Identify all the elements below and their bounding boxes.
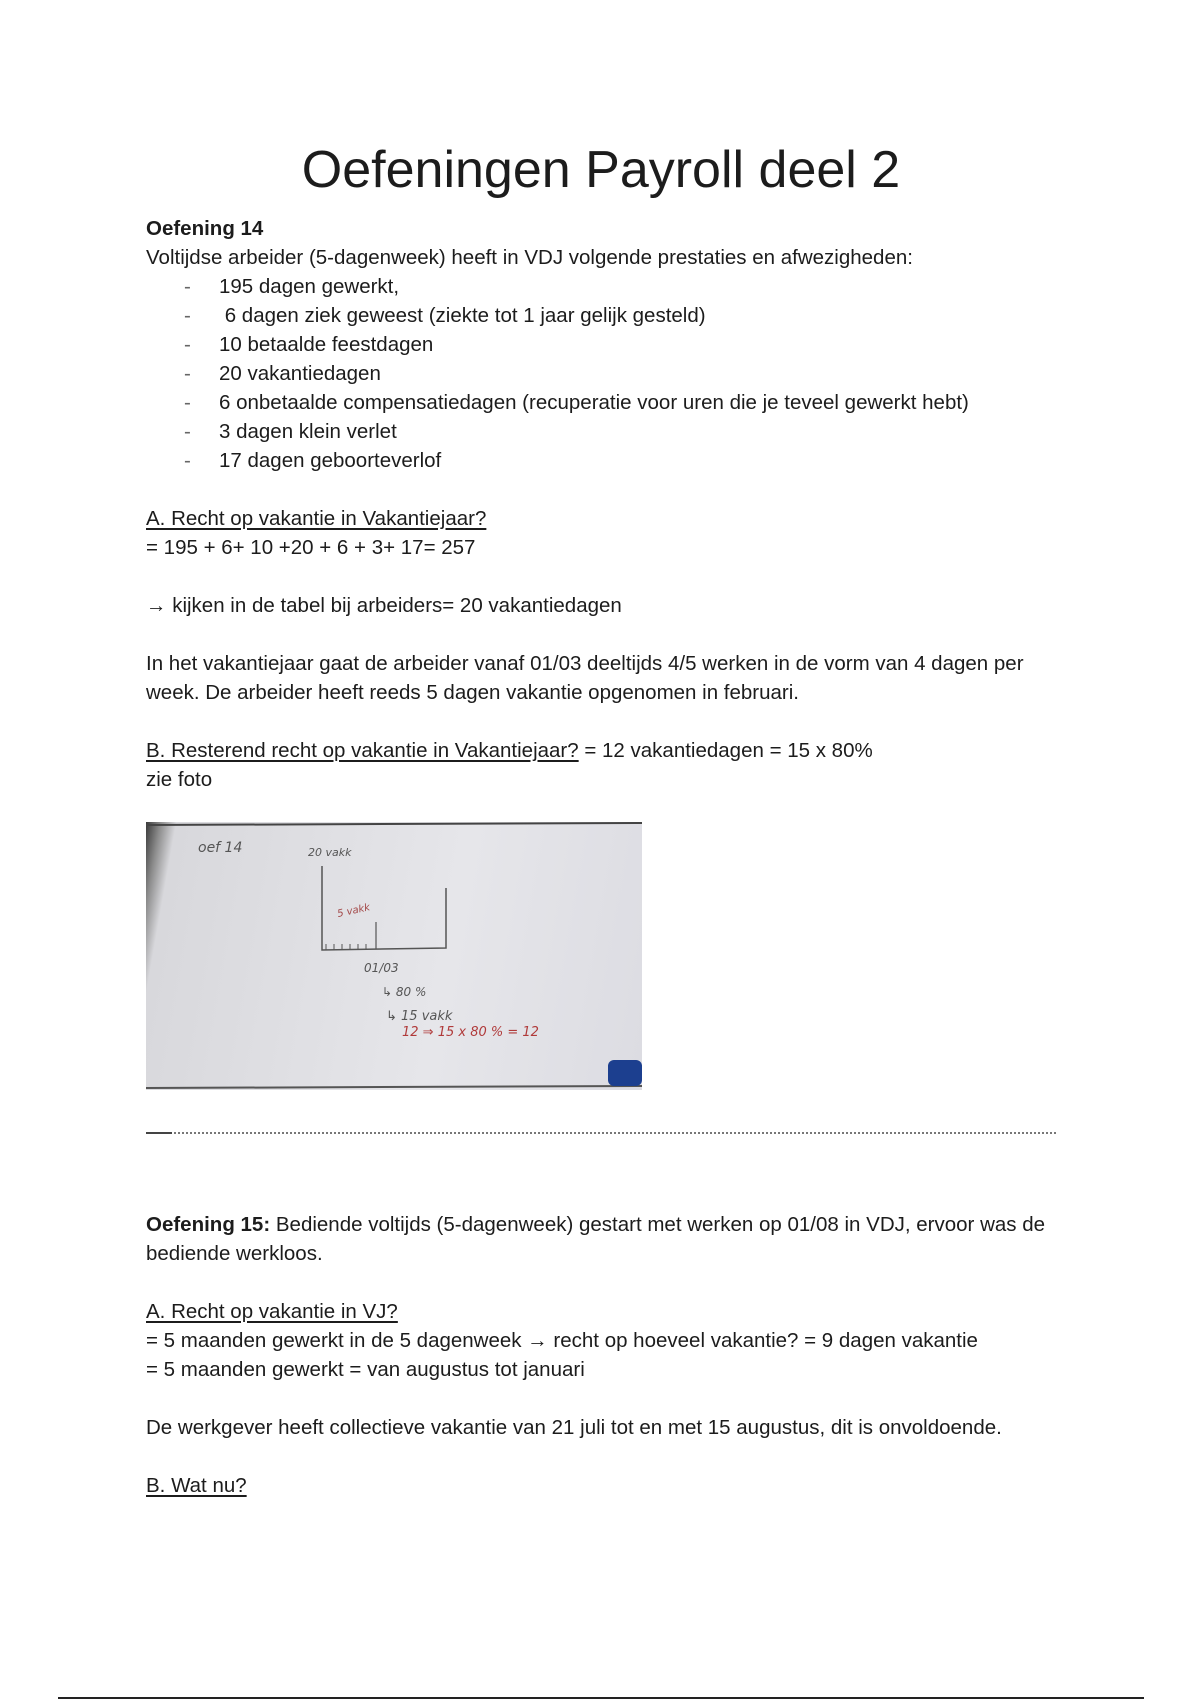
- table-lookup-a: → kijken in de tabel bij arbeiders= 20 vakantiedagen: [146, 594, 622, 617]
- photo-label-top: oef 14: [198, 840, 243, 856]
- document-page: [146, 140, 1056, 1500]
- photo-label-inner: 5 vakk: [336, 902, 372, 920]
- list-item: - 10 betaalde feestdagen: [146, 330, 1056, 359]
- exercise-15-context: De werkgever heeft collectieve vakantie van 21 juli tot en met 15 augustus, dit is onvoldoende.: [146, 1416, 1002, 1439]
- question-a-heading: A. Recht op vakantie in Vakantiejaar?: [146, 507, 487, 530]
- list-item: - 195 dagen gewerkt,: [146, 272, 1056, 301]
- exercise-15-answer-line-1: = 5 maanden gewerkt in de 5 dagenweek → recht op hoeveel vakantie? = 9 dagen vakantie: [146, 1329, 978, 1352]
- photo-note: zie foto: [146, 768, 213, 791]
- handwritten-note-photo: [146, 822, 642, 1090]
- page-bottom-rule: [58, 1697, 1144, 1699]
- photo-line-1: 01/03: [364, 961, 399, 975]
- exercise-14-intro: Voltijdse arbeider (5-dagenweek) heeft in VDJ volgende prestaties en afwezigheden:: [146, 246, 913, 269]
- exercise-15-answer-line-2: = 5 maanden gewerkt = van augustus tot januari: [146, 1358, 585, 1381]
- prestaties-list: [146, 272, 1056, 475]
- list-item: - 20 vakantiedagen: [146, 359, 1056, 388]
- section-divider: [146, 1132, 1056, 1134]
- question-b-heading: B. Resterend recht op vakantie in Vakantiejaar?: [146, 739, 579, 762]
- exercise-15-intro: Bediende voltijds (5-dagenweek) gestart met werken op 01/08 in VDJ, ervoor was de bediende werkloos.: [146, 1213, 1046, 1265]
- photo-label-vak: 20 vakk: [308, 846, 352, 859]
- exercise-15-intro-line: [146, 1210, 1056, 1268]
- photo-line-4: 12 ⇒ 15 x 80 % = 12: [402, 1025, 539, 1040]
- list-item: - 6 dagen ziek geweest (ziekte tot 1 jaar gelijk gesteld): [146, 301, 1056, 330]
- exercise-15-question-a: A. Recht op vakantie in VJ?: [146, 1300, 398, 1323]
- photo-line-2: ↳ 80 %: [382, 985, 427, 999]
- exercise-14: [146, 214, 1056, 1090]
- question-b-line: [146, 736, 1056, 765]
- answer-b: = 12 vakantiedagen = 15 x 80%: [578, 739, 873, 762]
- list-item: - 6 onbetaalde compensatiedagen (recuperatie voor uren die je teveel gewerkt hebt): [146, 388, 1056, 417]
- list-item: - 17 dagen geboorteverlof: [146, 446, 1056, 475]
- exercise-15-question-b: B. Wat nu?: [146, 1474, 247, 1497]
- context-paragraph: In het vakantiejaar gaat de arbeider vanaf 01/03 deeltijds 4/5 werken in de vorm van 4 dagen per week. De arbeider heeft reeds 5 dagen vakantie opgenomen in februari.: [146, 652, 1024, 704]
- calculation-a: = 195 + 6+ 10 +20 + 6 + 3+ 17= 257: [146, 536, 476, 559]
- exercise-14-heading: Oefening 14: [146, 217, 264, 240]
- exercise-15: [146, 1210, 1056, 1500]
- handwritten-sketch: [146, 822, 642, 1090]
- list-item: - 3 dagen klein verlet: [146, 417, 1056, 446]
- page-title: Oefeningen Payroll deel 2: [301, 141, 901, 199]
- photo-line-3: ↳ 15 vakk: [386, 1009, 453, 1024]
- exercise-15-heading: Oefening 15:: [146, 1213, 271, 1236]
